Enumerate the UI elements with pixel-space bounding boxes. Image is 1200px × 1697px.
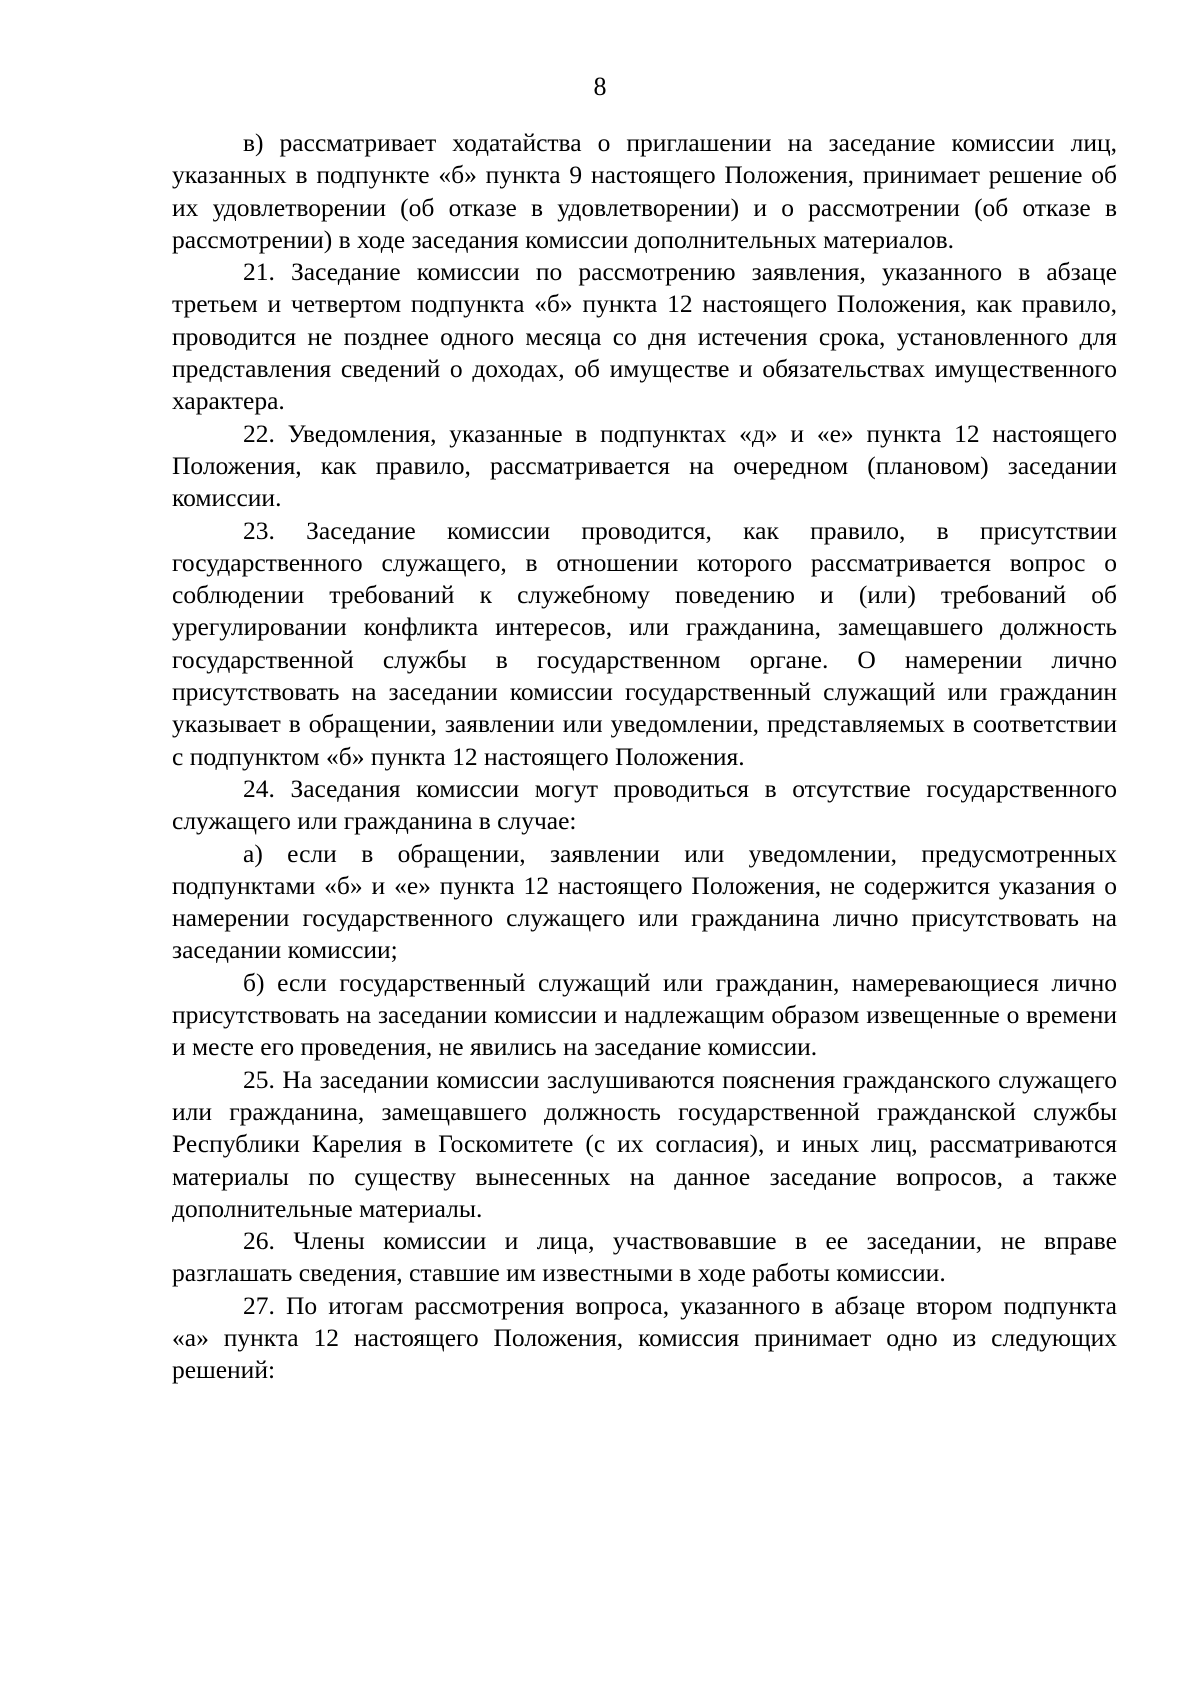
paragraph-21: 21. Заседание комиссии по рассмотрению заявления, указанного в абзаце третьем и четвертом подпункта «б» пункта 12 настоящего Положения, как правило, проводится не позднее одного месяца со дня истечения срока, установленного для представления сведений о доходах, об имуществе и обязательствах имущественного характера. [172, 257, 1117, 416]
paragraph-24-a: а) если в обращении, заявлении или уведомлении, предусмотренных подпунктами «б» и «е» пункта 12 настоящего Положения, не содержится указания о намерении государственного служащего или гражданина лично присутствовать на заседании комиссии; [172, 838, 1117, 965]
page-number: 8 [593, 72, 607, 101]
paragraph-27: 27. По итогам рассмотрения вопроса, указанного в абзаце втором подпункта «а» пункта 12 настоящего Положения, комиссия принимает одно из следующих решений: [172, 1290, 1117, 1385]
paragraph-v-petitions: в) рассматривает ходатайства о приглашении на заседание комиссии лиц, указанных в подпункте «б» пункта 9 настоящего Положения, принимает решение об их удовлетворении (об отказе в удовлетворении) и о рассмотрении (об отказе в рассмотрении) в ходе заседания комиссии дополнительных материалов. [172, 128, 1117, 254]
paragraph-24-b: б) если государственный служащий или гражданин, намеревающиеся лично присутствовать на заседании комиссии и надлежащим образом извещенные о времени и месте его проведения, не явились на заседание комиссии. [172, 967, 1117, 1062]
paragraph-23: 23. Заседание комиссии проводится, как правило, в присутствии государственного служащего, в отношении которого рассматривается вопрос о соблюдении требований к служебному поведению и (или) требований об урегулировании конфликта интересов, или гражданина, замещавшего должность государственной службы в государственном органе. О намерении лично присутствовать на заседании комиссии государственный служащий или гражданин указывает в обращении, заявлении или уведомлении, представляемых в соответствии с подпунктом «б» пункта 12 настоящего Положения. [172, 515, 1117, 771]
paragraph-26: 26. Члены комиссии и лица, участвовавшие в ее заседании, не вправе разглашать сведения, ставшие им известными в ходе работы комиссии. [172, 1226, 1117, 1288]
document-body [172, 127, 1117, 1387]
paragraph-25: 25. На заседании комиссии заслушиваются пояснения гражданского служащего или гражданина, замещавшего должность государственной гражданской службы Республики Карелия в Госкомитете (с их согласия), и иных лиц, рассматриваются материалы по существу вынесенных на данное заседание вопросов, а также дополнительные материалы. [172, 1064, 1117, 1223]
paragraph-22: 22. Уведомления, указанные в подпунктах «д» и «е» пункта 12 настоящего Положения, как правило, рассматривается на очередном (плановом) заседании комиссии. [172, 418, 1117, 513]
paragraph-24: 24. Заседания комиссии могут проводиться в отсутствие государственного служащего или гражданина в случае: [172, 773, 1117, 836]
